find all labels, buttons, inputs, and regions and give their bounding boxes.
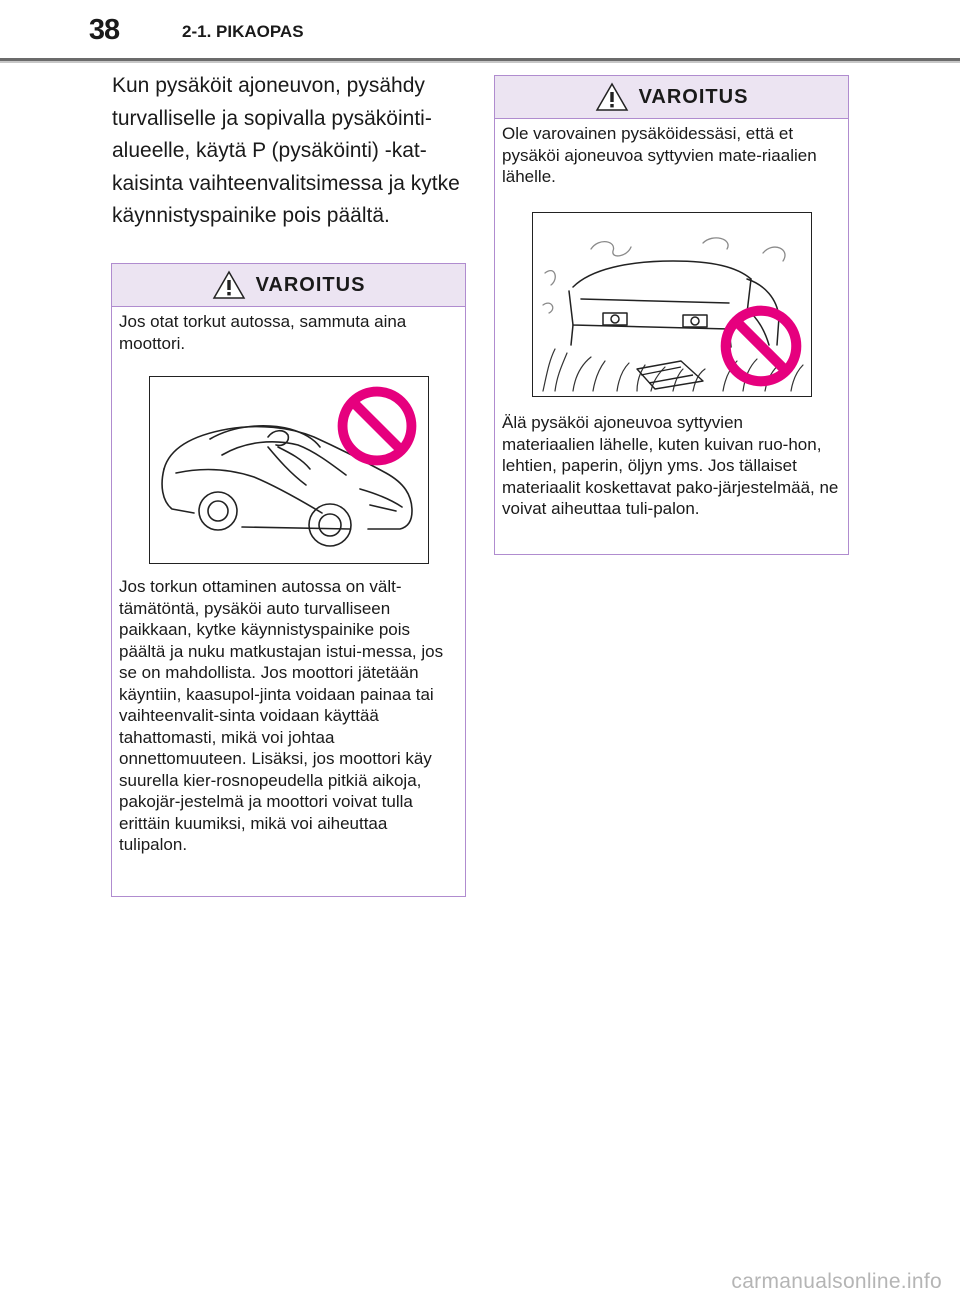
warning-text-intro: Jos otat torkut autossa, sammuta aina moottori.: [119, 312, 407, 353]
warning-text-detail: Älä pysäköi ajoneuvoa syttyvien materiaalien lähelle, kuten kuivan ruo-hon, lehtien, paperin, öljyn yms. Jos tällaiset materiaalit koskettavat pako-järjestelmää, ne voivat aiheuttaa tuli-palon.: [502, 413, 839, 518]
warning-box-sleep: [111, 263, 466, 897]
prohibited-icon: [336, 385, 418, 467]
prohibited-icon: [719, 304, 803, 388]
warning-box-flammable: [494, 75, 849, 555]
figure-car-sleeping: [149, 376, 429, 564]
figure-car-over-grass: [532, 212, 812, 397]
page-header: [0, 0, 960, 62]
page-number: 38: [58, 0, 150, 60]
warning-header: [495, 76, 848, 119]
warning-text-detail: Jos torkun ottaminen autossa on vält-tämätöntä, pysäköi auto turvalliseen paikkaan, kytke käynnistyspainike pois päältä ja nuku matkustajan istui-messa, jos se on mahdollista. Jos moottori jätetään käyntiin, kaasupol-jinta voidaan painaa tai vaihteenvalit-sinta voidaan käyttää tahattomasti, mikä voi johtaa onnettomuuteen. Lisäksi, jos moottori käy suurella kier-rosnopeudella pitkiä aikoja, pakojär-jestelmä ja moottori voivat tulla erittäin kuumiksi, mikä voi aiheuttaa tulipalon.: [119, 577, 444, 854]
warning-header: [112, 264, 465, 307]
warning-triangle-icon: [595, 82, 629, 112]
warning-text-intro: Ole varovainen pysäköidessäsi, että et pysäköi ajoneuvoa syttyvien mate-riaalien lähelle.: [502, 124, 817, 186]
warning-title: VAROITUS: [255, 273, 366, 296]
intro-paragraph: Kun pysäköit ajoneuvon, pysähdy turvalliselle ja sopivalla pysäköinti-alueelle, käytä P (pysäköinti) -kat-kaisinta vaihteenvalitsimessa ja kytke käynnistyspainike pois päältä.: [112, 74, 460, 227]
warning-title: VAROITUS: [638, 85, 749, 108]
warning-triangle-icon: [212, 270, 246, 300]
chapter-title: 2-1. PIKAOPAS: [182, 22, 304, 41]
watermark: carmanualsonline.info: [731, 1270, 942, 1293]
header-rule-shadow: [0, 61, 960, 63]
